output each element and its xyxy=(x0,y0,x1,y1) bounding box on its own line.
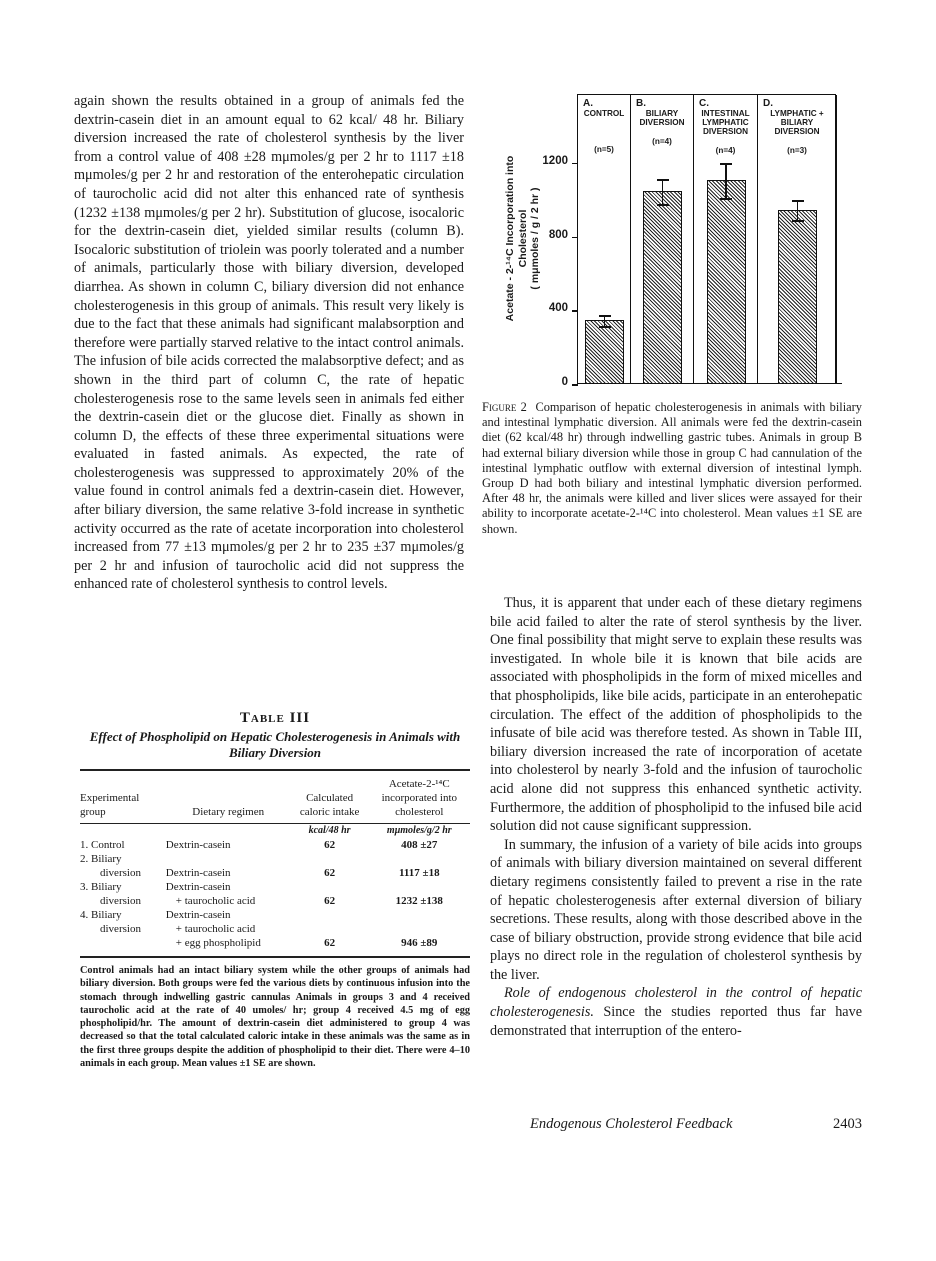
panel-label: BILIARY DIVERSION xyxy=(639,109,685,127)
y-tick-label: 1200 xyxy=(542,154,568,167)
y-axis-label-line3: ( mμmoles / g / 2 hr ) xyxy=(529,187,541,290)
x-axis-line xyxy=(577,383,842,384)
table-units-row xyxy=(80,824,470,838)
cell-group-cont: diversion xyxy=(100,895,141,907)
error-bar xyxy=(725,163,727,200)
error-bar-cap xyxy=(599,315,611,317)
data-table-body xyxy=(80,824,470,950)
col-header-intake: Calculated caloric intake xyxy=(299,792,360,818)
col-header-group: Experimental group xyxy=(80,792,140,818)
cell-diet-cont: + taurocholic acid xyxy=(175,895,256,907)
table-row xyxy=(80,880,470,894)
y-tick-label: 0 xyxy=(561,376,568,388)
panel-label: LYMPHATIC + BILIARY DIVERSION xyxy=(770,109,824,136)
unit-acetate: mμmoles/g/2 hr xyxy=(386,825,452,836)
error-bar-cap xyxy=(657,204,669,206)
error-bar-cap xyxy=(657,179,669,181)
bar xyxy=(707,180,746,383)
data-table xyxy=(80,771,470,823)
panel-letter: C. xyxy=(699,98,709,109)
col-header-acetate: Acetate-2-¹⁴C incorporated into cholesterol xyxy=(381,778,458,818)
cell-diet: Dextrin-casein xyxy=(165,909,231,921)
table-row xyxy=(80,852,470,866)
chart-panel xyxy=(694,95,758,383)
figure-caption-text: Comparison of hepatic cholesterogenesis in animals with biliary and intestinal lymphatic diversion. All animals were fed the dextrin-casein diet (62 kcal/48 hr) through indwelling gastric tubes. Animals in group B had external biliary diversion while those in group C had cannulation of the intestinal lymphatic outflow with external diversion of intestinal lymph. Group D had both biliary and intestinal lymphatic diversion performed. After 48 hr, the animals were killed and liver slices were assayed for their ability to incorporate acetate-2-¹⁴C into cholesterol. Mean values ±1 SE are shown. xyxy=(482,400,863,536)
error-bar-cap xyxy=(720,198,732,200)
table-row-cont xyxy=(80,894,470,908)
figure-caption xyxy=(482,400,862,537)
panel-n-label: (n=3) xyxy=(787,146,807,155)
table-row-cont xyxy=(80,866,470,880)
body-paragraph: again shown the results obtained in a group of animals fed the dextrin-casein diet in an amount equal to 62 kcal/ 48 hr. Biliary diversion increased the rate of cholesterol synthesis by the liver from a control value of 408 ±28 mμmoles/g per 2 hr to 1117 ±18 mμmoles/g per 2 hr and restoration of the enterohepatic circulation of taurocholic acid did not alter this enhanced rate of synthesis (1232 ±138 mμmoles/g per 2 hr). Substitution of glucose, isocaloric for the dextrin-casein diet, yielded similar results (column B). Isocaloric substitution of triolein was poorly tolerated and a number of animals, particularly those with biliary diversion, developed diarrhea. As shown in column C, biliary diversion did not enhance cholesterogenesis in this group of animals. This result very likely is due to the fact that these animals had significant malabsorption and therefore were partially starved relative to the intact control animals. The infusion of bile acids corrected the malabsorptive defect; and as shown in the third part of column C, the rate of hepatic cholesterogenesis rose to the same levels seen in animals fed either the dextrin-casein diet or the glucose diet. Finally as shown in column D, the effects of these three experimental situations were evaluated in fasted animals. As expected, the rate of cholesterogenesis was suppressed to approximately 20% of the value found in control animals fed a dextrin-casein diet. However, after biliary diversion, the same relative 3-fold increase in synthetic activity occurred as the rate of acetate incorporation into cholesterol increased from 77 ±13 mμmoles/g per 2 hr to 235 ±37 mμmoles/g per 2 hr and infusion of taurocholic acid did not suppress the enhanced rate of cholesterol synthesis to control levels. xyxy=(74,93,464,593)
cell-intake: 62 xyxy=(324,937,336,949)
right-column-text xyxy=(490,594,862,1040)
error-bar-cap xyxy=(792,220,804,222)
panel-letter: D. xyxy=(763,98,773,109)
panel-n-label: (n=5) xyxy=(594,145,614,154)
table-row-cont xyxy=(80,922,470,936)
panel-letter: B. xyxy=(636,98,646,109)
y-tick xyxy=(572,384,578,386)
cell-group: 1. Control xyxy=(80,839,125,851)
table-footnote: Control animals had an intact biliary system while the other groups of animals had biliary diversion. Both groups were fed the various diets by continuous infusion into the stomach through indwelling gastric cannulas Animals in groups 3 and 4 received taurocholic acid at the rate of 40 umoles/ hr; group 4 received 4.5 mg of egg phospholipid/hr. The amount of dextrin-casein diet administered to group 4 was decreased so that the total calculated caloric intake in these animals was the same as in the first three groups despite the addition of phospholipid to their diet. There were 4–10 animals in each group. Mean values ±1 SE are shown. xyxy=(80,965,470,1070)
table-row xyxy=(80,908,470,922)
chart-panel xyxy=(631,95,694,383)
y-axis-label-line2: Cholesterol xyxy=(516,209,529,268)
cell-value: 1117 ±18 xyxy=(399,867,440,879)
cell-intake: 62 xyxy=(324,839,336,851)
error-bar-cap xyxy=(720,163,732,165)
section-run-in-heading: Role of endogenous cholesterol in the control of hepatic cholesterogenesis. xyxy=(490,985,862,1021)
cell-intake: 62 xyxy=(324,867,336,879)
cell-diet: Dextrin-casein xyxy=(165,881,231,893)
cell-intake: 62 xyxy=(324,895,336,907)
error-bar xyxy=(662,179,664,207)
table-title: Table III xyxy=(239,710,311,726)
error-bar-cap xyxy=(792,200,804,202)
error-bar-cap xyxy=(599,326,611,328)
page-number: 2403 xyxy=(833,1116,862,1132)
table-header-row xyxy=(80,771,470,823)
unit-intake: kcal/48 hr xyxy=(308,825,351,836)
page-footer xyxy=(530,1116,862,1133)
cell-group: 4. Biliary xyxy=(80,909,122,921)
bar xyxy=(778,210,817,383)
panel-n-label: (n=4) xyxy=(715,146,736,155)
panel-label: INTESTINAL LYMPHATIC DIVERSION xyxy=(701,109,750,136)
table-iii xyxy=(80,710,470,1070)
figure-2-chart xyxy=(490,86,870,391)
col-header-diet: Dietary regimen xyxy=(192,806,265,818)
y-tick xyxy=(572,310,578,312)
panel-letter: A. xyxy=(583,98,593,109)
cell-value: 1232 ±138 xyxy=(395,895,443,907)
panel-n-label: (n=4) xyxy=(652,137,672,146)
bar xyxy=(585,320,624,383)
table-bottom-rule xyxy=(80,956,470,958)
body-paragraph: In summary, the infusion of a variety of bile acids into groups of animals with biliary diversion maintained on several different dietary regimens consistently failed to prevent a rise in the rate of hepatic cholesterogenesis after external diversion of biliary secretions. These results, along with those described above in the case of biliary obstruction, provide strong evidence that bile acid plays no direct role in the regulation of cholesterol synthesis by the liver. xyxy=(490,836,862,983)
y-tick-label: 400 xyxy=(548,302,568,315)
cell-value: 408 ±27 xyxy=(401,839,438,851)
table-subtitle: Effect of Phospholipid on Hepatic Cholesterogenesis in Animals with Biliary Diversion xyxy=(89,729,461,760)
cell-value: 946 ±89 xyxy=(401,937,438,949)
paragraph-text: Since the studies reported thus far have demonstrated that interruption of the entero- xyxy=(490,1004,862,1039)
cell-group: 3. Biliary xyxy=(80,881,122,893)
chart-panel xyxy=(758,95,837,383)
chart-panel xyxy=(578,95,631,383)
cell-diet: Dextrin-casein xyxy=(165,867,231,879)
cell-group-cont: diversion xyxy=(100,867,141,879)
panel-label: CONTROL xyxy=(583,109,625,118)
cell-diet-cont: + taurocholic acid xyxy=(175,923,256,935)
cell-diet-cont: + egg phospholipid xyxy=(175,937,261,949)
table-row-cont xyxy=(80,936,470,950)
y-axis-label-line1: Acetate - 2-¹⁴C Incorporation into xyxy=(504,155,516,322)
left-column-text xyxy=(74,92,464,594)
plot-area xyxy=(542,94,836,388)
y-tick-label: 800 xyxy=(548,228,568,241)
cell-group: 2. Biliary xyxy=(80,853,122,865)
running-title: Endogenous Cholesterol Feedback xyxy=(530,1116,733,1132)
body-paragraph: Thus, it is apparent that under each of these dietary regimens bile acid failed to alter the rate of sterol synthesis by the liver. One final possibility that might serve to explain these results was investigated. In whole bile it is known that bile acids are associated with phospholipids in the form of mixed micelles and that phospholipids, like bile acids, participate in an enterohepatic circulation. The effect of the addition of phospholipids to the infusate of bile acid was therefore tested. As shown in Table III, biliary diversion increased the rate of incorporation of acetate into cholesterol by nearly 3-fold and the infusion of taurocholic acid alone did not suppress this enhanced synthetic activity. Furthermore, the addition of phospholipid to the infused bile acid solution did not cause significant suppression. xyxy=(490,595,862,835)
table-row xyxy=(80,838,470,852)
bar xyxy=(643,191,682,383)
cell-group-cont: diversion xyxy=(100,923,141,935)
figure-caption-label: Figure 2 xyxy=(482,400,527,414)
cell-diet: Dextrin-casein xyxy=(165,839,231,851)
body-paragraph xyxy=(490,984,862,1040)
y-tick xyxy=(572,237,578,239)
y-tick xyxy=(572,163,578,165)
error-bar xyxy=(797,200,799,222)
